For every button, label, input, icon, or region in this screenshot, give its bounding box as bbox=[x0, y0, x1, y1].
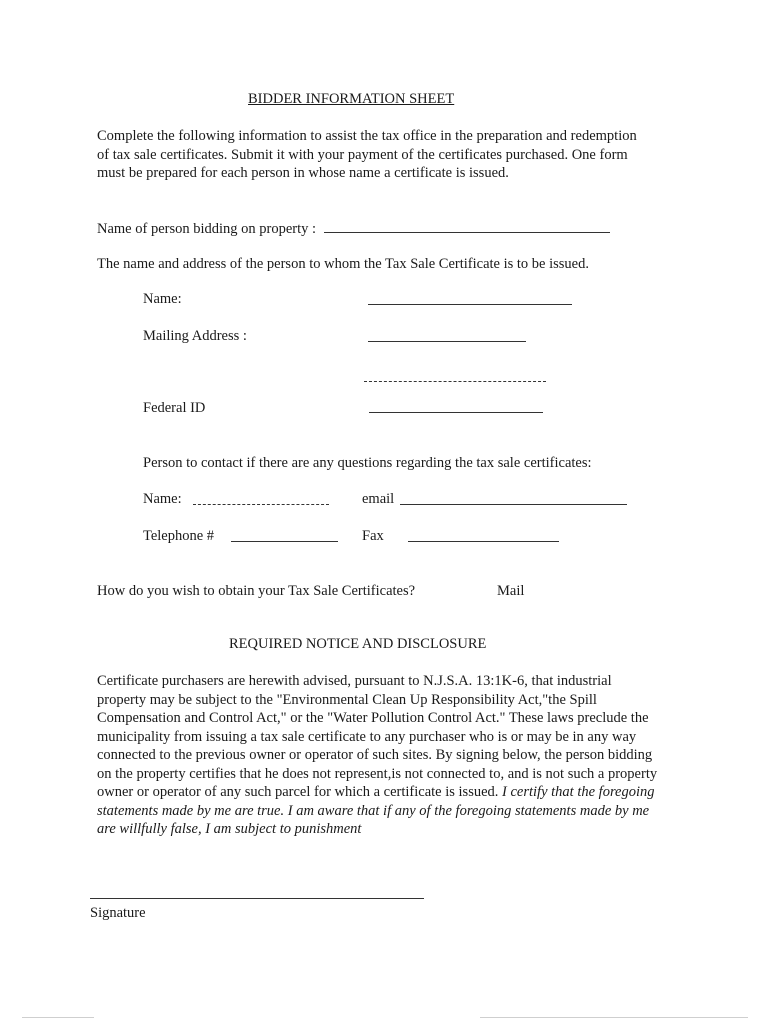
federal-id-label: Federal ID bbox=[143, 400, 206, 416]
certify-statement: I certify that the foregoing statements made by me are true. I am aware that if any of the foregoing statements made by me are willfully false, I am subject to punishment bbox=[97, 784, 655, 837]
contact-name-field[interactable] bbox=[193, 492, 329, 505]
contact-name-label: Name: bbox=[143, 491, 182, 507]
footer-rule-left bbox=[22, 1017, 94, 1018]
fax-field[interactable] bbox=[408, 529, 559, 542]
email-label: email bbox=[362, 491, 395, 507]
document-title: BIDDER INFORMATION SHEET bbox=[248, 91, 455, 107]
notice-text: Certificate purchasers are herewith advised, pursuant to N.J.S.A. 13:1K-6, that industrial property may be subject to the "Environmental Clean Up Responsibility Act,"the Spill Compensation and Control Act," or the "Water Pollution Control Act." These laws preclude the municipality from issuing a tax sale certificate to any purchaser who is or may be in any way connected to the previous owner or operator of such sites. By signing below, the person bidding on the property certifies that he does not represent,is not connected to, and is not such a property owner or operator of any such parcel for which a certificate is issued. bbox=[97, 673, 658, 800]
telephone-label: Telephone # bbox=[143, 528, 215, 544]
fax-label: Fax bbox=[362, 528, 384, 544]
intro-paragraph: Complete the following information to assist the tax office in the preparation and redemption of tax sale certificates. Submit it with your payment of the certificates purchased. One form must be prepared for each person in whose name a certificate is issued. bbox=[97, 128, 637, 181]
mailing-address-field-1[interactable] bbox=[368, 329, 526, 342]
footer-rule-right bbox=[480, 1017, 748, 1018]
mailing-address-label: Mailing Address : bbox=[143, 328, 247, 344]
delivery-question: How do you wish to obtain your Tax Sale Certificates? bbox=[97, 583, 416, 599]
certificate-recipient-instruction: The name and address of the person to whom the Tax Sale Certificate is to be issued. bbox=[97, 256, 589, 272]
contact-heading: Person to contact if there are any questions regarding the tax sale certificates: bbox=[143, 455, 592, 471]
telephone-field[interactable] bbox=[231, 529, 338, 542]
email-field[interactable] bbox=[400, 492, 627, 505]
cert-name-field[interactable] bbox=[368, 292, 572, 305]
bidder-name-row bbox=[97, 220, 610, 238]
signature-line[interactable] bbox=[90, 898, 424, 899]
notice-heading: REQUIRED NOTICE AND DISCLOSURE bbox=[229, 636, 487, 652]
federal-id-field[interactable] bbox=[369, 400, 543, 413]
signature-label: Signature bbox=[90, 905, 146, 921]
bidder-name-label: Name of person bidding on property : bbox=[97, 221, 317, 237]
delivery-answer: Mail bbox=[497, 583, 525, 599]
mailing-address-field-2[interactable] bbox=[364, 369, 546, 382]
notice-paragraph bbox=[97, 672, 664, 839]
bidder-name-field[interactable] bbox=[324, 220, 610, 233]
cert-name-label: Name: bbox=[143, 291, 182, 307]
